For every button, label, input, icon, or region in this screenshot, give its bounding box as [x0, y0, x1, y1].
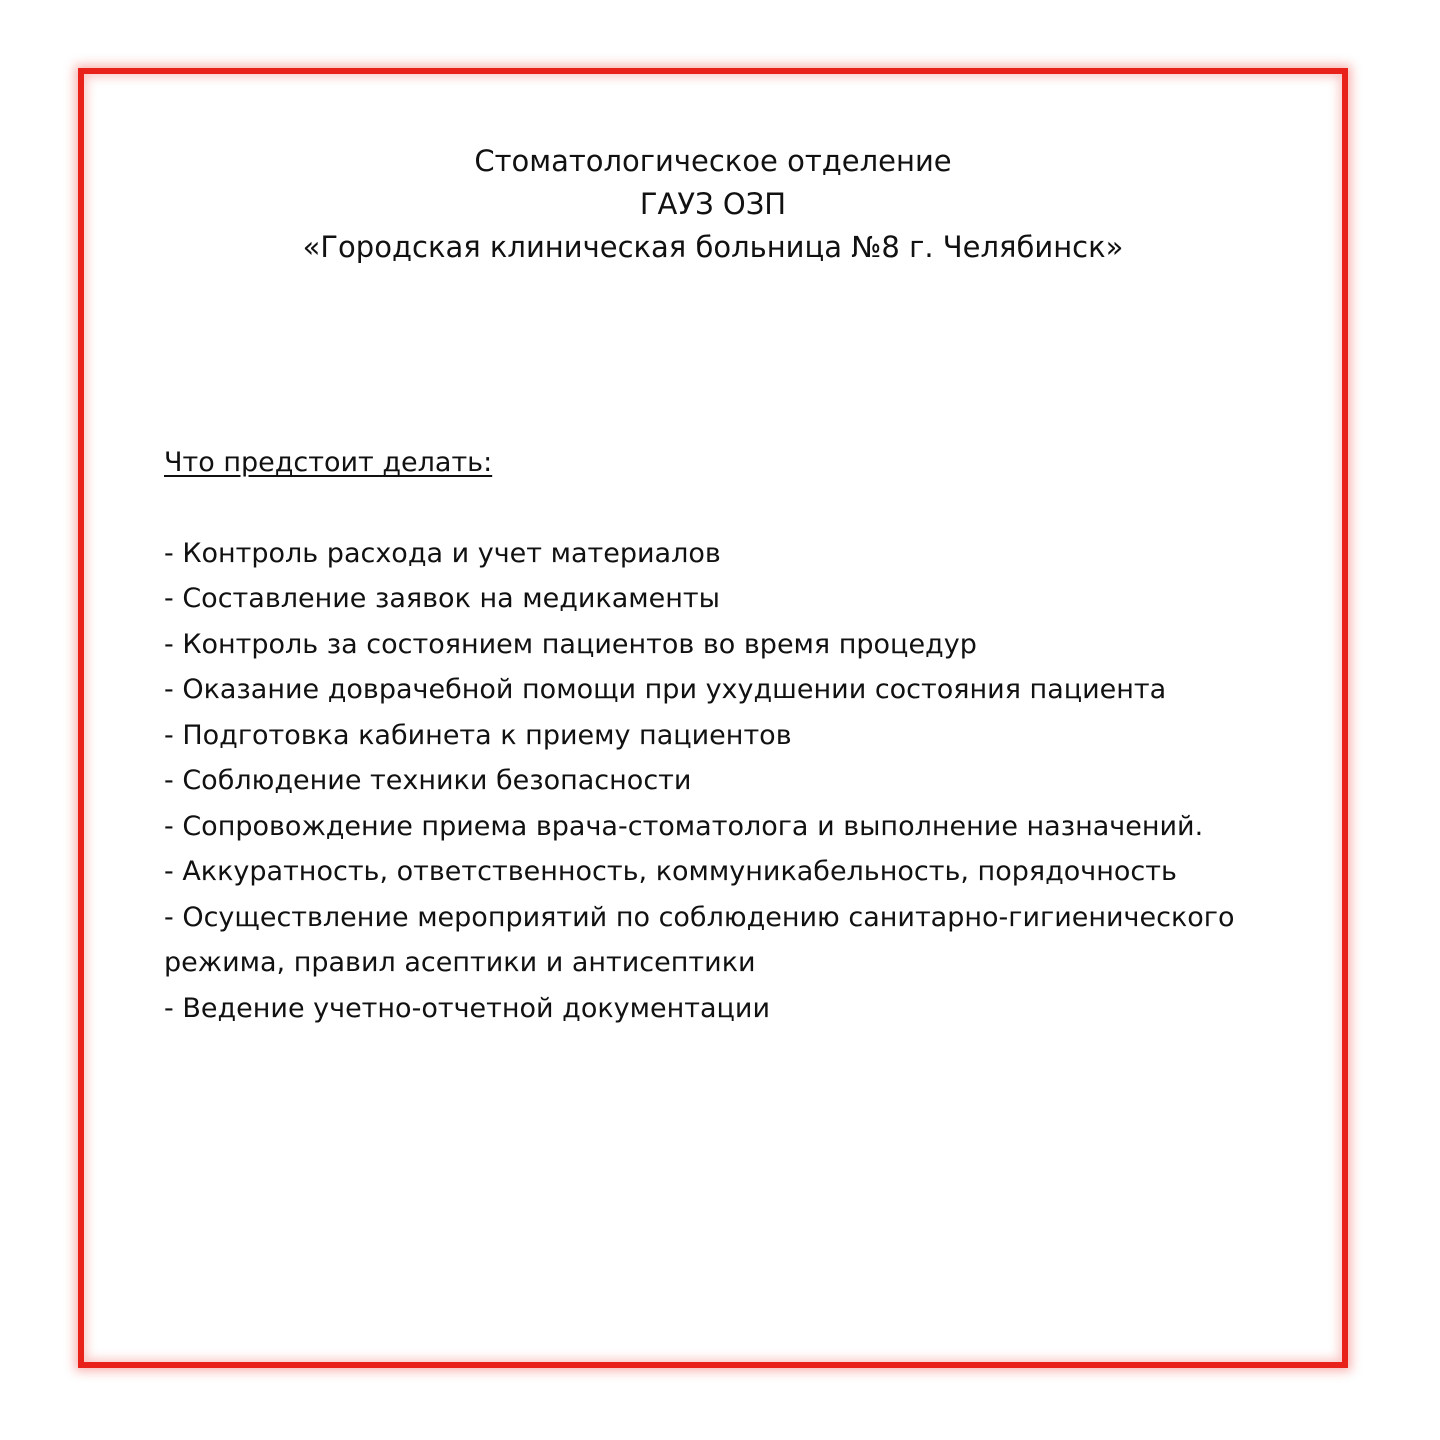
list-item: - Ведение учетно-отчетной документации: [164, 992, 771, 1024]
document-frame: [78, 68, 1348, 1368]
list-item: - Осуществление мероприятий по соблюдению санитарно-гигиенического режима, правил асептики и антисептики: [164, 901, 1235, 978]
hospital-name: «Городская клиническая больница №8 г. Челябинск»: [302, 230, 1124, 264]
list-item: - Составление заявок на медикаменты: [164, 583, 720, 614]
list-item: - Подготовка кабинета к приему пациентов: [164, 719, 792, 751]
section-title: Что предстоит делать:: [164, 447, 493, 478]
list-item: - Контроль расхода и учет материалов: [164, 537, 721, 569]
list-item: - Оказание доврачебной помощи при ухудшении состояния пациента: [164, 674, 1167, 705]
document-header: [84, 140, 1342, 269]
list-item: - Аккуратность, ответственность, коммуникабельность, порядочность: [164, 856, 1177, 887]
organization-abbreviation: ГАУЗ ОЗП: [639, 187, 787, 221]
list-item: - Контроль за состоянием пациентов во время процедур: [164, 628, 977, 660]
department-name: Стоматологическое отделение: [474, 144, 952, 178]
duties-list: [164, 531, 1284, 1032]
list-item: - Соблюдение техники безопасности: [164, 765, 692, 796]
list-item: - Сопровождение приема врача-стоматолога и выполнение назначений.: [164, 810, 1204, 842]
duties-section: [164, 440, 1284, 1031]
